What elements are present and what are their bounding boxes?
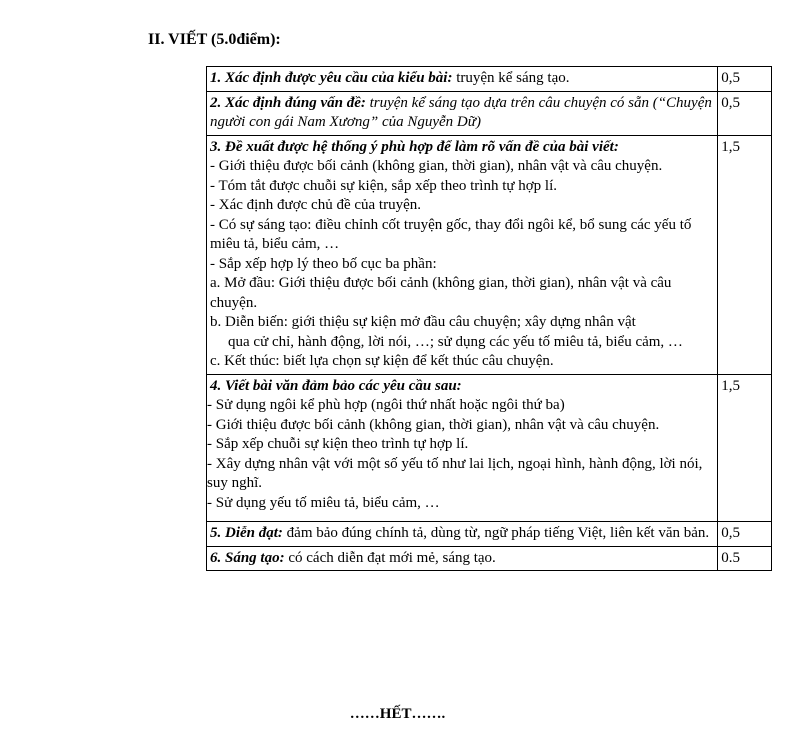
section-heading: II. VIẾT (5.0điểm): [148, 31, 281, 48]
table-row [207, 522, 772, 547]
criterion-title: 4. Viết bài văn đảm bảo các yêu cầu sau: [210, 377, 462, 394]
spacer [207, 513, 714, 519]
end-marker: ……HẾT……. [349, 706, 446, 722]
table-row [207, 67, 772, 92]
criterion-cell [207, 91, 718, 135]
criterion-line: - Tóm tắt được chuỗi sự kiện, sắp xếp theo trình tự hợp lí. [210, 177, 558, 194]
table-row [207, 91, 772, 135]
criterion-line: - Giới thiệu được bối cảnh (không gian, thời gian), nhân vật và câu chuyện. [207, 416, 660, 433]
score-cell: 0,5 [718, 67, 772, 92]
criterion-line: b. Diễn biến: giới thiệu sự kiện mở đầu câu chuyện; xây dựng nhân vật [210, 314, 636, 330]
criterion-line: - Xác định được chủ đề của truyện. [210, 197, 421, 213]
criterion-line: - Sử dụng ngôi kể phù hợp (ngôi thứ nhất hoặc ngôi thứ ba) [207, 397, 565, 413]
criterion-line: a. Mở đầu: Giới thiệu được bối cảnh (không gian, thời gian), nhân vật và câu chuyện. [210, 275, 672, 311]
grading-rubric-table [206, 66, 772, 571]
score-cell: 1,5 [718, 135, 772, 374]
criterion-cell [207, 546, 718, 571]
criterion-line: - Sử dụng yếu tố miêu tả, biểu cảm, … [207, 494, 440, 511]
criterion-text: truyện kể sáng tạo dựa trên câu chuyện có sẵn (“Chuyện người con gái Nam Xương” của Nguyễn Dữ) [210, 94, 712, 130]
score-cell: 0,5 [718, 522, 772, 547]
table-row [207, 546, 772, 571]
criterion-line: c. Kết thúc: biết lựa chọn sự kiện để kết thúc câu chuyện. [210, 353, 554, 369]
criterion-text: truyện kể sáng tạo. [452, 70, 570, 86]
criterion-line: - Sắp xếp chuỗi sự kiện theo trình tự hợp lí. [207, 436, 469, 452]
criterion-text: có cách diễn đạt mới mẻ, sáng tạo. [284, 549, 496, 566]
criterion-cell [207, 374, 718, 522]
criterion-title: 5. Diễn đạt: [210, 525, 283, 541]
score-cell: 0.5 [718, 546, 772, 571]
criterion-title: 3. Đề xuất được hệ thống ý phù hợp để làm rõ vấn đề của bài viết: [210, 138, 619, 155]
criterion-line: - Có sự sáng tạo: điều chỉnh cốt truyện gốc, thay đổi ngôi kể, bổ sung các yếu tố miêu tả, biểu cảm, … [210, 216, 692, 252]
criterion-text: đảm bảo đúng chính tả, dùng từ, ngữ pháp tiếng Việt, liên kết văn bản. [282, 525, 710, 541]
criterion-line: - Giới thiệu được bối cảnh (không gian, thời gian), nhân vật và câu chuyện. [210, 158, 663, 174]
score-cell: 0,5 [718, 91, 772, 135]
score-cell: 1,5 [718, 374, 772, 522]
criterion-cell [207, 135, 718, 374]
criterion-line: - Xây dựng nhân vật với một số yếu tố như lai lịch, ngoại hình, hành động, lời nói, suy nghĩ. [207, 455, 703, 491]
criterion-cell [207, 67, 718, 92]
criterion-title: 1. Xác định được yêu cầu của kiểu bài: [210, 70, 453, 86]
criterion-title: 2. Xác định đúng vấn đề: [210, 94, 366, 111]
criterion-title: 6. Sáng tạo: [210, 549, 285, 566]
criterion-cell [207, 522, 718, 547]
table-row [207, 135, 772, 374]
criterion-line: qua cử chỉ, hành động, lời nói, …; sử dụng các yếu tố miêu tả, biểu cảm, … [228, 333, 683, 350]
criterion-line: - Sắp xếp hợp lý theo bố cục ba phần: [210, 255, 437, 272]
table-row [207, 374, 772, 522]
